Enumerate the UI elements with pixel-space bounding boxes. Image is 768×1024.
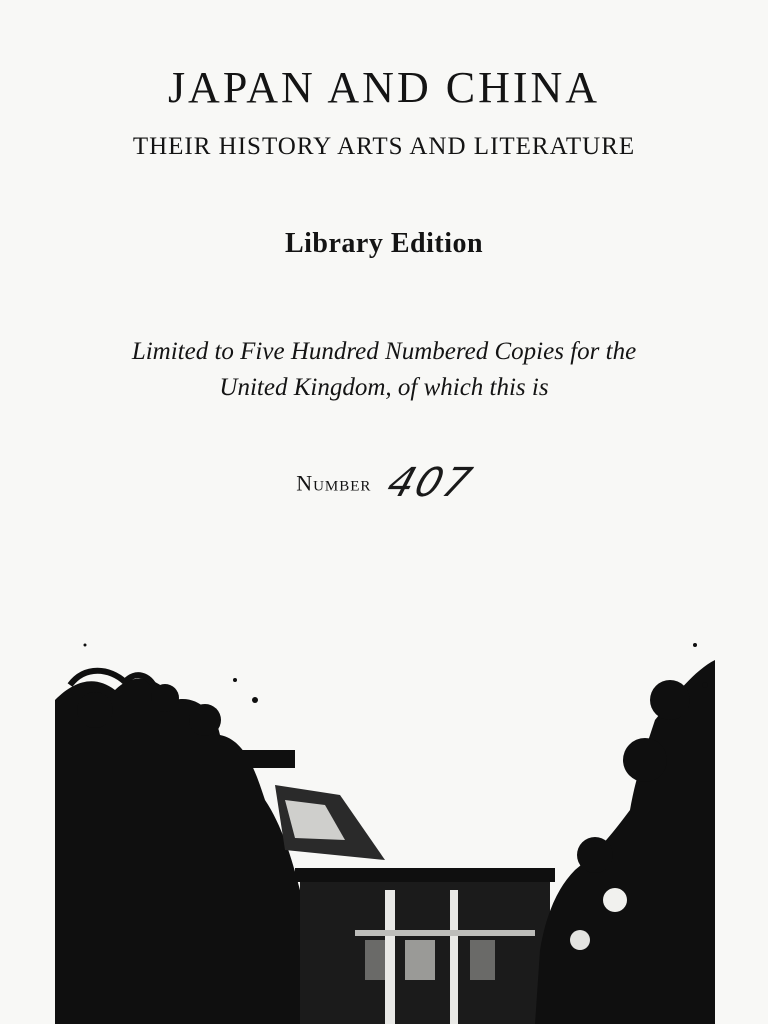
photograph-image <box>55 640 715 1024</box>
limitation-line-1: Limited to Five Hundred Numbered Copies for the <box>131 338 637 365</box>
edition-label: Library Edition <box>284 228 484 259</box>
limitation-line-2: United Kingdom, of which this is <box>219 374 549 401</box>
copy-number <box>0 458 768 508</box>
book-title: JAPAN AND CHINA <box>167 63 601 112</box>
limitation-notice <box>60 334 708 406</box>
book-subtitle: THEIR HISTORY ARTS AND LITERATURE <box>132 133 636 160</box>
number-label: Number <box>296 470 372 496</box>
frontispiece-photograph <box>55 640 715 1024</box>
handwritten-number: 407 <box>381 460 480 507</box>
